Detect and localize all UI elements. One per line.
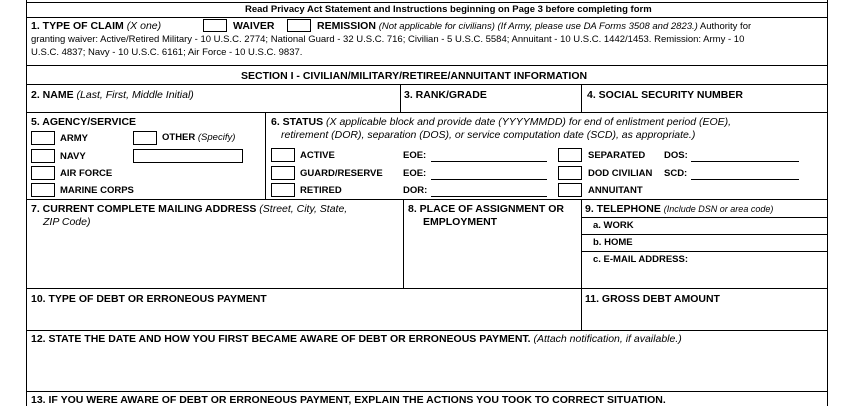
item5-label: 5. AGENCY/SERVICE: [31, 116, 137, 128]
army-label: ARMY: [60, 133, 88, 144]
marine-corps-label: MARINE CORPS: [60, 185, 134, 196]
section-1-title: SECTION I - CIVILIAN/MILITARY/RETIREE/ANNUITANT INFORMATION: [241, 70, 588, 82]
eoe-field-2[interactable]: [431, 179, 547, 180]
item9-label: 9. TELEPHONE (Include DSN or area code): [585, 203, 774, 215]
waiver-label: WAIVER: [233, 20, 275, 32]
guard-reserve-label: GUARD/RESERVE: [300, 168, 383, 179]
claim-form: [26, 0, 828, 406]
dor-label: DOR:: [403, 185, 428, 196]
dod-civilian-label: DOD CIVILIAN: [588, 168, 653, 179]
divider: [27, 84, 827, 85]
item3-label: 3. RANK/GRADE: [404, 89, 487, 101]
divider: [27, 199, 827, 200]
authority-line-2: granting waiver: Active/Retired Military - 10 U.S.C. 2774; National Guard - 32 U.S.C. 716; Civilian - 5 U.S.C. 5584; Annuitant - 10 U.S.C. 1442/1453. Remission: Army - 10: [31, 34, 745, 45]
divider: [27, 112, 827, 113]
active-checkbox[interactable]: [271, 148, 295, 162]
divider: [403, 199, 404, 288]
item1-label: 1. TYPE OF CLAIM (X one): [31, 20, 162, 32]
navy-checkbox[interactable]: [31, 149, 55, 163]
item2-label: 2. NAME (Last, First, Middle Initial): [31, 89, 194, 101]
divider: [581, 199, 582, 288]
item8-label-1: 8. PLACE OF ASSIGNMENT OR: [408, 203, 564, 215]
privacy-notice: Read Privacy Act Statement and Instructions beginning on Page 3 before completing form: [245, 4, 652, 15]
item7-hint-2: ZIP Code): [43, 216, 91, 228]
annuitant-checkbox[interactable]: [558, 183, 582, 197]
item8-label-2: EMPLOYMENT: [423, 216, 498, 228]
divider: [265, 112, 266, 199]
dor-field[interactable]: [431, 196, 547, 197]
divider: [581, 251, 827, 252]
item10-label: 10. TYPE OF DEBT OR ERRONEOUS PAYMENT: [31, 293, 267, 305]
annuitant-label: ANNUITANT: [588, 185, 643, 196]
divider: [581, 288, 582, 330]
separated-label: SEPARATED: [588, 150, 646, 161]
email-label[interactable]: c. E-MAIL ADDRESS:: [593, 254, 689, 265]
separated-checkbox[interactable]: [558, 148, 582, 162]
divider: [27, 330, 827, 331]
divider: [27, 288, 827, 289]
retired-label: RETIRED: [300, 185, 342, 196]
authority-line-3: U.S.C. 4837; Navy - 10 U.S.C. 6161; Air Force - 10 U.S.C. 9837.: [31, 47, 303, 58]
divider: [27, 65, 827, 66]
other-label: OTHER (Specify): [162, 132, 236, 143]
item6-label: 6. STATUS (X applicable block and provide date (YYYYMMDD) for end of enlistment period (EOE),: [271, 116, 732, 128]
air-force-checkbox[interactable]: [31, 166, 55, 180]
item6-hint-2: retirement (DOR), separation (DOS), or service computation date (SCD), as appropriate.): [281, 129, 696, 141]
divider: [27, 17, 827, 18]
item13-label: 13. IF YOU WERE AWARE OF DEBT OR ERRONEOUS PAYMENT, EXPLAIN THE ACTIONS YOU TOOK TO CORRECT SITUATION.: [31, 394, 666, 406]
divider: [581, 234, 827, 235]
eoe-label-2: EOE:: [403, 168, 427, 179]
eoe-field[interactable]: [431, 161, 547, 162]
scd-label: SCD:: [664, 168, 688, 179]
waiver-checkbox[interactable]: [203, 19, 227, 32]
divider: [400, 84, 401, 112]
marine-corps-checkbox[interactable]: [31, 183, 55, 197]
other-specify-field[interactable]: [133, 149, 243, 163]
divider: [581, 217, 827, 218]
item1-remission-line: REMISSION (Not applicable for civilians) (If Army, please use DA Forms 3508 and 2823.) Authority for: [317, 20, 752, 32]
eoe-label: EOE:: [403, 150, 427, 161]
dos-label: DOS:: [664, 150, 688, 161]
remission-checkbox[interactable]: [287, 19, 311, 32]
other-checkbox[interactable]: [133, 131, 157, 145]
dos-field[interactable]: [691, 161, 799, 162]
army-checkbox[interactable]: [31, 131, 55, 145]
home-phone-label[interactable]: b. HOME: [593, 237, 633, 248]
air-force-label: AIR FORCE: [60, 168, 113, 179]
navy-label: NAVY: [60, 151, 86, 162]
dod-civilian-checkbox[interactable]: [558, 166, 582, 180]
item12-label: 12. STATE THE DATE AND HOW YOU FIRST BECAME AWARE OF DEBT OR ERRONEOUS PAYMENT. (Attach notification, if available.): [31, 333, 682, 345]
scd-field[interactable]: [691, 179, 799, 180]
item7-label: 7. CURRENT COMPLETE MAILING ADDRESS (Street, City, State,: [31, 203, 348, 215]
divider: [27, 391, 827, 392]
item11-label: 11. GROSS DEBT AMOUNT: [585, 293, 720, 305]
item4-label: 4. SOCIAL SECURITY NUMBER: [587, 89, 743, 101]
guard-reserve-checkbox[interactable]: [271, 166, 295, 180]
divider: [581, 84, 582, 112]
retired-checkbox[interactable]: [271, 183, 295, 197]
work-phone-label[interactable]: a. WORK: [593, 220, 634, 231]
top-border: [27, 2, 827, 3]
active-label: ACTIVE: [300, 150, 335, 161]
